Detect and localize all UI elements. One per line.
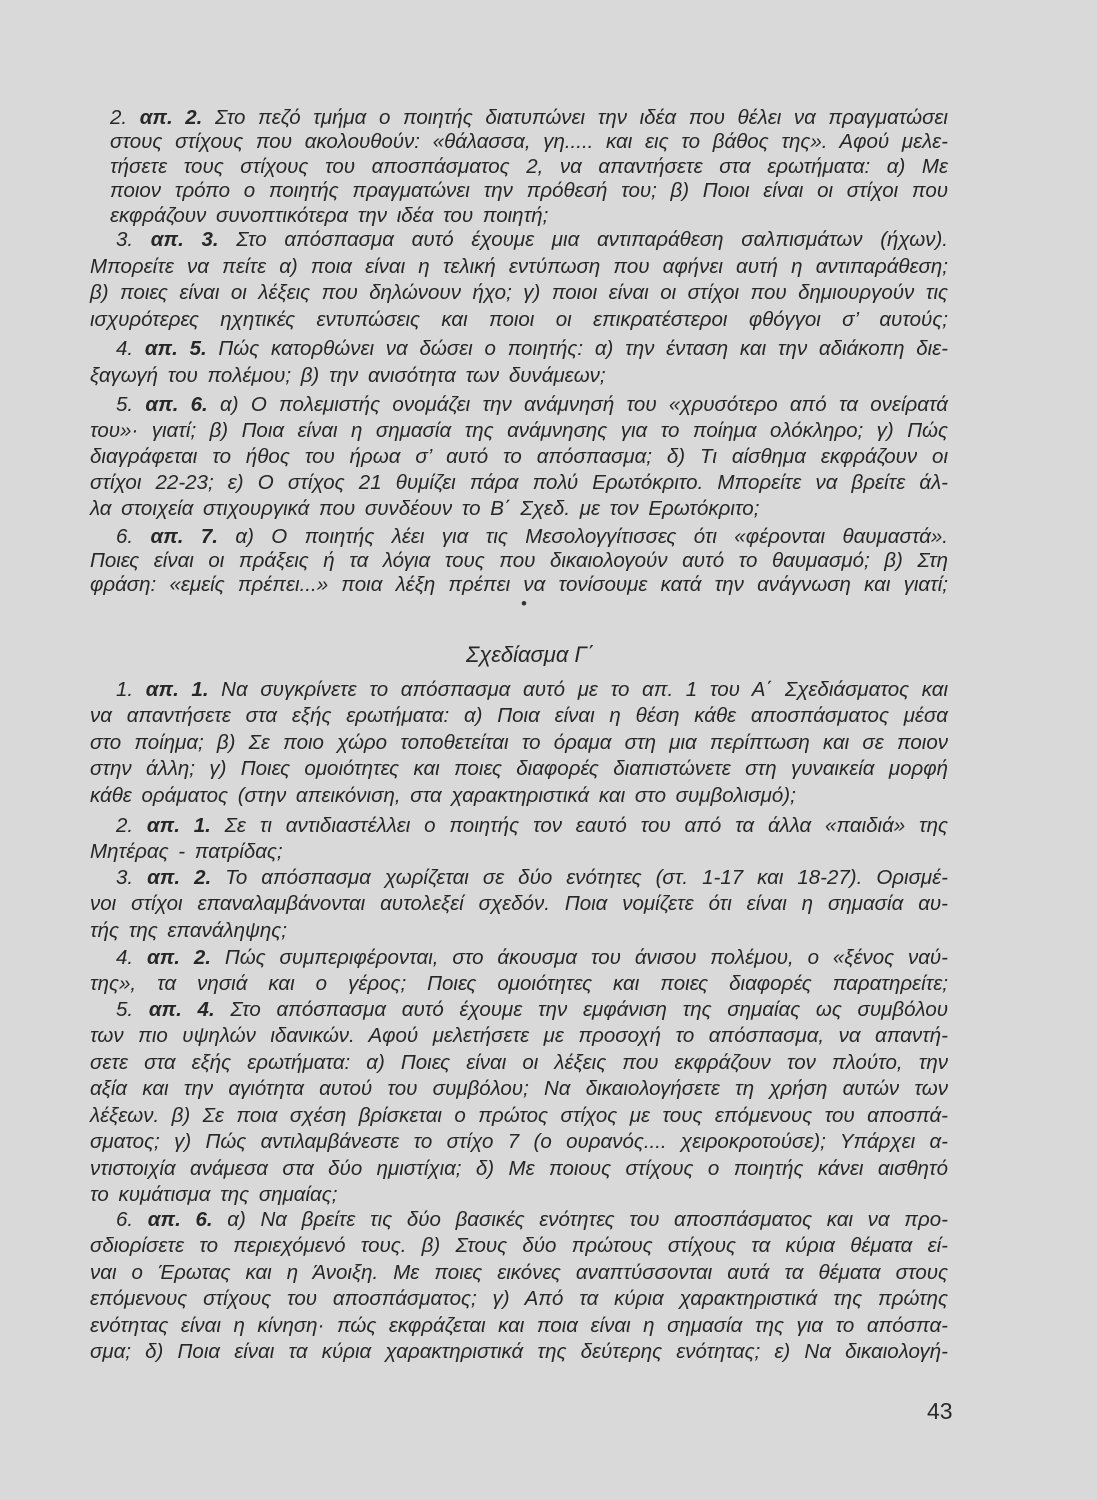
text-line	[90, 1156, 948, 1183]
text-line	[116, 335, 948, 363]
text-line	[90, 1129, 948, 1156]
line-text: σματος; γ) Πώς αντιλαμβάνεστε το στίχο 7 (ο ουρανός.... χειροκροτούσε); Υπάρχει α-	[90, 1130, 948, 1154]
line-content	[116, 227, 948, 254]
text-line	[90, 839, 948, 866]
line-text: Στο απόσπασμα αυτό έχουμε την εμφάνιση της σημαίας ως συμβόλου	[230, 997, 948, 1021]
text-line	[90, 418, 948, 444]
question-number: 3.	[116, 865, 134, 889]
text-line	[116, 997, 948, 1024]
text-line	[90, 1050, 948, 1077]
line-text: στους στίχους που ακολουθούν: «θάλασσα, γη..... και εις το βάθος της». Αφού μελε-	[110, 130, 948, 154]
line-text: Πώς κατορθώνει να δώσει ο ποιητής: α) την ένταση και την αδιάκοπη διε-	[218, 336, 948, 360]
excerpt-ref: απ. 6.	[147, 1207, 213, 1231]
line-text: τήσετε τους στίχους του αποσπάσματος 2, να απαντήσετε στα ερωτήματα: α) Με	[110, 154, 948, 178]
text-line	[110, 155, 948, 180]
line-text: εκφράζουν συνοπτικότερα την ιδέα του ποιητή;	[110, 203, 549, 227]
question-number: 5.	[116, 997, 134, 1021]
question-number: 4.	[116, 945, 134, 969]
question-item	[90, 392, 948, 522]
excerpt-ref: απ. 7.	[150, 525, 218, 548]
question-number: 2.	[110, 105, 128, 129]
question-number: 6.	[116, 1207, 134, 1231]
text-line	[110, 179, 948, 204]
question-item	[90, 677, 948, 810]
text-line	[116, 227, 948, 254]
text-line	[116, 865, 948, 892]
text-line	[90, 549, 948, 573]
line-text: λα στοιχεία στιχουργικά που συνδέουν το Β΄ Σχεδ. με τον Ερωτόκριτο;	[90, 497, 760, 520]
line-text: φράση: «εμείς πρέπει...» ποια λέξη πρέπει να τονίσουμε κατά την ανάγνωση και γιατί;	[90, 573, 948, 596]
line-text: ναι ο Έρωτας και η Άνοιξη. Με ποιες εικόνες αναπτύσσονται αυτά τα θέματα στους	[90, 1260, 948, 1284]
text-line	[90, 730, 948, 757]
question-number: 1.	[116, 677, 134, 701]
line-text: Στο απόσπασμα αυτό έχουμε μια αντιπαράθεση σαλπισμάτων (ήχων).	[236, 228, 948, 251]
line-content	[116, 865, 948, 892]
excerpt-ref: απ. 2.	[146, 945, 211, 969]
text-line	[90, 1103, 948, 1130]
line-content	[116, 525, 948, 549]
text-line	[90, 1076, 948, 1103]
text-line	[90, 1023, 948, 1050]
line-text: ξαγωγή του πολέμου; β) την ανισότητα των δυνάμεων;	[90, 364, 606, 387]
question-item	[90, 335, 948, 390]
line-content	[116, 1207, 948, 1234]
line-text: του»· γιατί; β) Ποια είναι η σημασία της ανάμνησης για το ποίημα ολόκληρο; γ) Πώς	[90, 419, 948, 442]
text-line	[90, 307, 948, 334]
section-heading: Σχεδίασμα Γ΄	[466, 642, 595, 667]
question-item	[90, 865, 948, 945]
line-text: επόμενους στίχους του αποσπάσματος; γ) Από τα κύρια χαρακτηριστικά της πρώτης	[90, 1287, 948, 1311]
line-text: σετε στα εξής ερωτήματα: α) Ποιες είναι οι λέξεις που εκφράζουν τον πλούτο, την	[90, 1050, 948, 1074]
question-item	[90, 997, 948, 1209]
line-text: ενότητας είναι η κίνηση· πώς εκφράζεται και ποια είναι η σημασία της για το απόσπα-	[90, 1313, 948, 1337]
text-line	[90, 573, 948, 597]
text-line	[90, 362, 948, 390]
text-line	[90, 496, 948, 522]
line-text: διαγράφεται το ήθος του ήρωα σ’ αυτό το απόσπασμα; δ) Τι αίσθημα εκφράζουν οι	[90, 445, 948, 468]
line-text: ποιον τρόπο ο ποιητής πραγματώνει την πρόθεσή του; β) Ποιοι είναι οι στίχοι που	[110, 179, 948, 203]
text-line	[90, 444, 948, 470]
question-number: 6.	[116, 525, 134, 548]
line-content	[116, 945, 948, 972]
text-line	[110, 204, 948, 229]
text-line	[110, 130, 948, 155]
text-line	[90, 891, 948, 918]
text-line	[90, 783, 948, 810]
question-number: 5.	[116, 393, 134, 416]
line-text: σδιορίσετε το περιεχόμενό τους. β) Στους δύο πρώτους στίχους τα κύρια θέματα εί-	[90, 1234, 948, 1258]
question-item	[110, 106, 948, 229]
text-line	[90, 1233, 948, 1260]
text-line	[90, 918, 948, 945]
line-text: Μπορείτε να πείτε α) ποια είναι η τελική εντύπωση που αφήνει αυτή η αντιπαράθεση;	[90, 254, 948, 278]
text-line	[90, 1182, 948, 1209]
question-item	[90, 227, 948, 333]
text-line	[116, 677, 948, 704]
line-text: α) Να βρείτε τις δύο βασικές ενότητες του αποσπάσματος και να προ-	[227, 1207, 948, 1231]
line-text: αξία και την αγιότητα αυτού του συμβόλου; Να δικαιολογήσετε τη χρήση αυτών των	[90, 1077, 948, 1101]
text-line	[90, 1339, 948, 1366]
line-content	[116, 997, 948, 1024]
question-item	[90, 525, 948, 597]
question-item	[90, 813, 948, 866]
question-item	[90, 945, 948, 998]
question-number: 2.	[116, 813, 134, 837]
line-text: Να συγκρίνετε το απόσπασμα αυτό με το απ. 1 του Α΄ Σχεδιάσματος και	[221, 677, 948, 701]
text-line	[116, 813, 948, 840]
question-item	[90, 1207, 948, 1366]
line-content	[116, 813, 948, 840]
page-number: 43	[927, 1398, 953, 1424]
line-text: ντιστοιχία ανάμεσα στα δύο ημιστίχια; δ) Με ποιους στίχους ο ποιητής κάνει αισθητό	[90, 1156, 948, 1180]
excerpt-ref: απ. 2.	[139, 105, 203, 129]
line-text: το κυμάτισμα της σημαίας;	[90, 1183, 338, 1207]
text-line	[90, 971, 948, 998]
line-text: σμα; δ) Ποια είναι τα κύρια χαρακτηριστικά της δεύτερης ενότητας; ε) Να δικαιολογή-	[90, 1340, 948, 1364]
excerpt-ref: απ. 3.	[150, 228, 219, 251]
excerpt-ref: απ. 1.	[146, 813, 211, 837]
excerpt-ref: απ. 4.	[148, 997, 215, 1021]
excerpt-ref: απ. 6.	[145, 393, 208, 416]
line-text: των πιο υψηλών ιδανικών. Αφού μελετήσετε με προσοχή το απόσπασμα, να απαντή-	[90, 1024, 948, 1048]
line-text: Σε τι αντιδιαστέλλει ο ποιητής τον εαυτό του από τα άλλα «παιδιά» της	[224, 813, 948, 837]
line-text: Το απόσπασμα χωρίζεται σε δύο ενότητες (στ. 1-17 και 18-27). Ορισμέ-	[225, 865, 948, 889]
line-content	[116, 677, 948, 704]
text-line	[90, 1286, 948, 1313]
line-text: α) Ο ποιητής λέει για τις Μεσολογγίτισσες ότι «φέρονται θαυμαστά».	[235, 525, 948, 548]
excerpt-ref: απ. 1.	[145, 677, 209, 701]
excerpt-ref: απ. 5.	[144, 336, 207, 360]
text-line	[90, 756, 948, 783]
text-line	[90, 1313, 948, 1340]
text-line	[110, 106, 948, 131]
excerpt-ref: απ. 2.	[147, 865, 212, 889]
line-text: κάθε οράματος (στην απεικόνιση, στα χαρακτηριστικά και στο συμβολισμό);	[90, 783, 796, 807]
text-line	[90, 280, 948, 307]
line-text: να απαντήσετε στα εξής ερωτήματα: α) Ποια είναι η θέση κάθε αποσπάσματος μέσα	[90, 704, 948, 728]
text-line	[90, 254, 948, 281]
line-text: α) Ο πολεμιστής ονομάζει την ανάμνησή του «χρυσότερο από τα ονείρατά	[220, 393, 949, 416]
text-line	[116, 525, 948, 549]
question-number: 4.	[116, 336, 134, 360]
line-text: λέξεων. β) Σε ποια σχέση βρίσκεται ο πρώτος στίχος με τους επόμενους του αποσπά-	[90, 1103, 948, 1127]
line-text: στην άλλη; γ) Ποιες ομοιότητες και ποιες διαφορές διαπιστώνετε στη γυναικεία μορφή	[90, 757, 948, 781]
text-line	[90, 703, 948, 730]
separator-dot: •	[521, 594, 527, 613]
line-text: στο ποίημα; β) Σε ποιο χώρο τοποθετείται το όραμα στη μια περίπτωση και σε ποιον	[90, 730, 948, 754]
line-text: στίχοι 22-23; ε) Ο στίχος 21 θυμίζει πάρα πολύ Ερωτόκριτο. Μπορείτε να βρείτε άλ-	[90, 471, 948, 494]
line-text: Μητέρας - πατρίδας;	[90, 840, 283, 864]
line-text: Ποιες είναι οι πράξεις ή τα λόγια τους που δικαιολογούν αυτό το θαυμασμό; β) Στη	[90, 549, 948, 572]
line-text: της», τα νησιά και ο γέρος; Ποιες ομοιότητες και ποιες διαφορές παρατηρείτε;	[90, 972, 948, 996]
question-number: 3.	[116, 228, 134, 251]
line-content	[116, 335, 948, 363]
text-line	[116, 392, 948, 418]
line-content	[116, 392, 948, 418]
text-line	[116, 1207, 948, 1234]
text-line	[116, 945, 948, 972]
text-line	[90, 1260, 948, 1287]
line-text: ισχυρότερες ηχητικές εντυπώσεις και ποιοι οι επικρατέστεροι φθόγγοι σ’ αυτούς;	[90, 307, 948, 331]
line-text: νοι στίχοι επαναλαμβάνονται αυτολεξεί σχεδόν. Ποια νομίζετε ότι είναι η σημασία αυ-	[90, 892, 948, 916]
line-text: Στο πεζό τμήμα ο ποιητής διατυπώνει την ιδέα που θέλει να πραγματώσει	[214, 105, 948, 129]
text-line	[90, 470, 948, 496]
line-content	[110, 106, 948, 131]
line-text: τής της επανάληψης;	[90, 918, 287, 942]
line-text: β) ποιες είναι οι λέξεις που δηλώνουν ήχο; γ) ποιοι είναι οι στίχοι που δημιουργούν τις	[90, 281, 948, 304]
line-text: Πώς συμπεριφέρονται, στο άκουσμα του άνισου πολέμου, ο «ξένος ναύ-	[224, 945, 948, 969]
